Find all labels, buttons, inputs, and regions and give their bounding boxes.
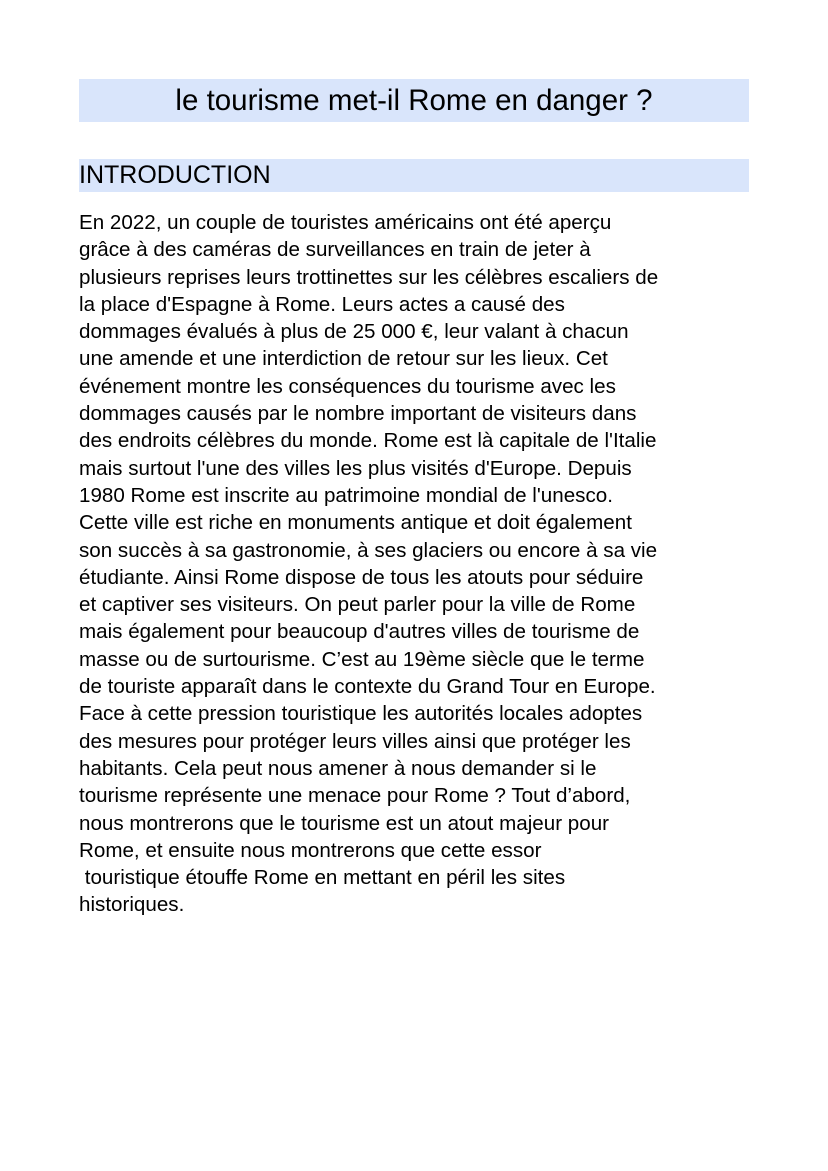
text-line: habitants. Cela peut nous amener à nous demander si le [79,756,597,780]
text-line: Face à cette pression touristique les autorités locales adoptes [79,702,643,726]
text-line: plusieurs reprises leurs trottinettes sur les célèbres escaliers de [79,265,659,289]
text-line: tourisme représente une menace pour Rome ? Tout d’abord, [79,784,631,808]
text-line: la place d'Espagne à Rome. Leurs actes a causé des [79,292,565,316]
text-line: événement montre les conséquences du tourisme avec les [79,374,616,398]
section-heading: INTRODUCTION [79,161,271,189]
section-heading-bar [79,159,749,192]
title-bar [79,79,749,122]
text-line: nous montrerons que le tourisme est un atout majeur pour [79,811,610,835]
introduction-paragraph [79,209,749,919]
text-line: dommages évalués à plus de 25 000 €, leur valant à chacun [79,320,629,344]
document-page [79,79,749,919]
text-line: de touriste apparaît dans le contexte du Grand Tour en Europe. [79,675,656,699]
text-line: mais surtout l'une des villes les plus visités d'Europe. Depuis [79,456,632,480]
text-line: masse ou de surtourisme. C’est au 19ème siècle que le terme [79,647,645,671]
text-line: En 2022, un couple de touristes américains ont été aperçu [79,211,612,234]
text-line: 1980 Rome est inscrite au patrimoine mondial de l'unesco. [79,483,613,507]
text-line: grâce à des caméras de surveillances en train de jeter à [79,238,591,262]
text-line: historiques. [79,893,185,917]
text-line: Rome, et ensuite nous montrerons que cette essor [79,838,542,862]
text-line: son succès à sa gastronomie, à ses glaciers ou encore à sa vie [79,538,658,562]
text-line: des endroits célèbres du monde. Rome est là capitale de l'Italie [79,429,657,453]
text-line: dommages causés par le nombre important de visiteurs dans [79,402,637,426]
text-line: des mesures pour protéger leurs villes ainsi que protéger les [79,729,631,753]
text-line: mais également pour beaucoup d'autres villes de tourisme de [79,620,640,644]
text-line: touristique étouffe Rome en mettant en péril les sites [79,866,566,890]
page-title: le tourisme met-il Rome en danger ? [175,84,653,117]
text-line: Cette ville est riche en monuments antique et doit également [79,511,632,535]
text-line: une amende et une interdiction de retour sur les lieux. Cet [79,347,608,371]
text-line: étudiante. Ainsi Rome dispose de tous les atouts pour séduire [79,565,644,589]
text-line: et captiver ses visiteurs. On peut parler pour la ville de Rome [79,593,636,617]
